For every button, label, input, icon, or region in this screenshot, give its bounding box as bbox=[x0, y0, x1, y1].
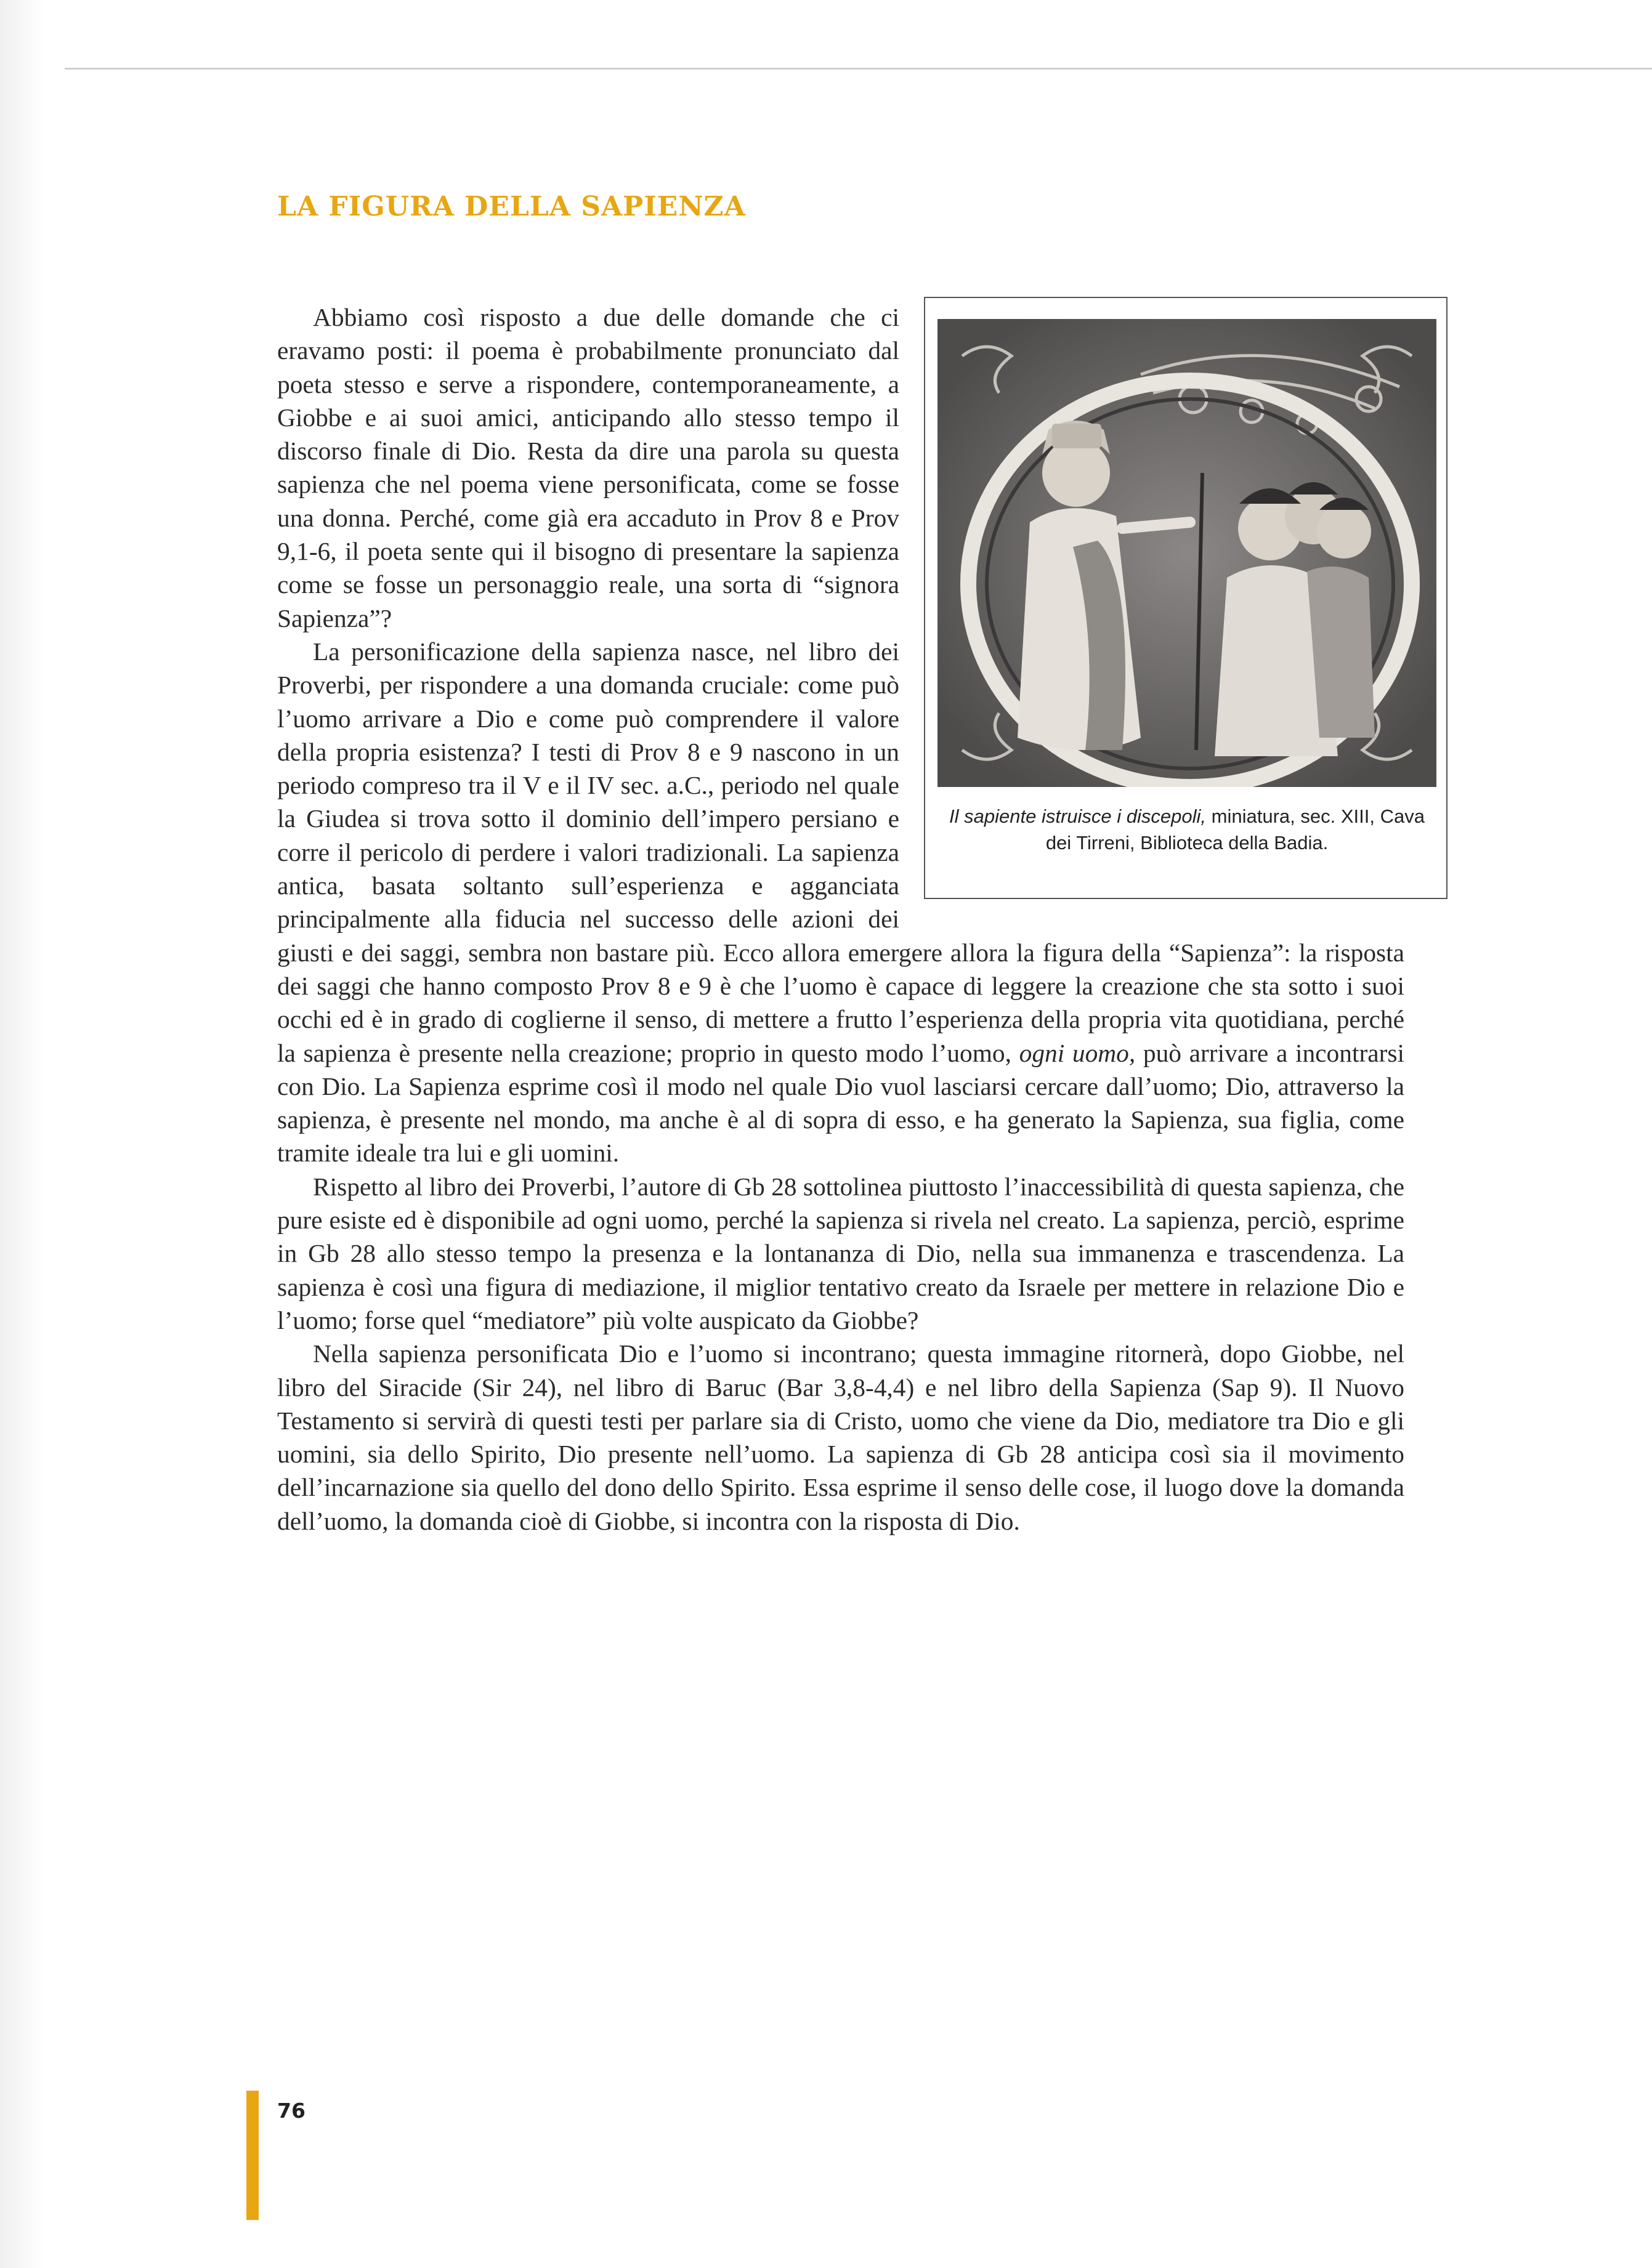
page-number: 76 bbox=[277, 2099, 306, 2123]
body-text bbox=[277, 301, 1425, 1538]
page-number-bar bbox=[246, 2091, 259, 2220]
paragraph-2-text: La personificazione della sapienza nasce, nel libro dei Proverbi, per rispondere a una domanda cruciale: come può l’uomo arrivare a Dio e come può comprendere il valore della propria esistenza? I testi di Prov 8 e 9 nascono in un periodo compreso tra il V e il IV sec. a.C., periodo nel quale la Giudea si trova sotto il dominio dell’impero persiano e corre il pericolo di perdere i valori tradizionali. La sapienza antica, basata soltanto sull’esperienza e agganciata principalmente alla fiducia nel successo delle azioni dei giusti e dei saggi, sembra non bastare più. Ecco allora emergere allora la figura della “Sapienza”: la risposta dei saggi che hanno composto Prov 8 e 9 è che l’uomo è capace di leggere la creazione che sta sotto i suoi occhi ed è in grado di coglierne il senso, di mettere a frutto l’esperienza della propria vita quotidiana, perché la sapienza è presente nella creazione; proprio in questo modo l’uomo, bbox=[277, 637, 1404, 1067]
miniature-illustration bbox=[937, 319, 1436, 787]
illuminated-initial-picture bbox=[937, 319, 1436, 787]
section-heading: LA FIGURA DELLA SAPIENZA bbox=[277, 191, 746, 222]
page-top-edge bbox=[65, 68, 1652, 70]
figure-miniature bbox=[924, 297, 1448, 913]
emphasis-ogni-uomo: ogni uomo, bbox=[1019, 1038, 1136, 1067]
paragraph-4: Nella sapienza personificata Dio e l’uomo si incontrano; questa immagine ritornerà, dopo Giobbe, nel libro del Siracide (Sir 24), nel libro di Baruc (Bar 3,8-4,4) e nel libro della Sapienza (Sap 9). Il Nuovo Testamento si servirà di questi testi per parlare sia di Cristo, uomo che viene da Dio, mediatore tra Dio e gli uomini, sia dello Spirito, Dio presente nell’uomo. La sapienza di Gb 28 anticipa così sia il movimento dell’incarnazione sia quello del dono dello Spirito. Essa esprime il senso delle cose, il luogo dove la domanda dell’uomo, la domanda cioè di Giobbe, si incontra con la risposta di Dio. bbox=[277, 1339, 1404, 1535]
paragraph-2-tail: può arrivare a incontrarsi con Dio. La Sapienza esprime così il modo nel quale Dio vuol lasciarsi cercare dall’uomo; Dio, attraverso la sapienza, è presente nel mondo, ma anche è al di sopra di esso, e ha generato la Sapienza, sua figlia, come tramite ideale tra lui e gli uomini. bbox=[277, 1038, 1404, 1168]
scan-edge-shadow bbox=[0, 0, 43, 2268]
figure-caption bbox=[937, 803, 1436, 856]
caption-details: miniatura, sec. XIII, Cava dei Tirreni, Biblioteca della Badia. bbox=[1045, 805, 1425, 854]
paragraph-3: Rispetto al libro dei Proverbi, l’autore di Gb 28 sottolinea piuttosto l’inaccessibilità di questa sapienza, che pure esiste ed è disponibile ad ogni uomo, perché la sapienza si rivela nel creato. La sapienza, perciò, esprime in Gb 28 allo stesso tempo la presenza e la lontananza di Dio, nella sua immanenza e trascendenza. La sapienza è così una figura di mediazione, il miglior tentativo creato da Israele per mettere in relazione Dio e l’uomo; forse quel “mediatore” più volte auspicato da Giobbe? bbox=[277, 1172, 1404, 1334]
caption-title: Il sapiente istruisce i discepoli, bbox=[949, 805, 1207, 827]
paragraph-1: Abbiamo così risposto a due delle domande che ci eravamo posti: il poema è probabilmente pronunciato dal poeta stesso e serve a rispondere, contemporaneamente, a Giobbe e ai suoi amici, anticipando allo stesso tempo il discorso finale di Dio. Resta da dire una parola su questa sapienza che nel poema viene personificata, come se fosse una donna. Perché, come già era accaduto in Prov 8 e Prov 9,1-6, il poeta sente qui il bisogno di presentare la sapienza come se fosse un personaggio reale, una sorta di “signora Sapienza”? bbox=[277, 303, 899, 632]
